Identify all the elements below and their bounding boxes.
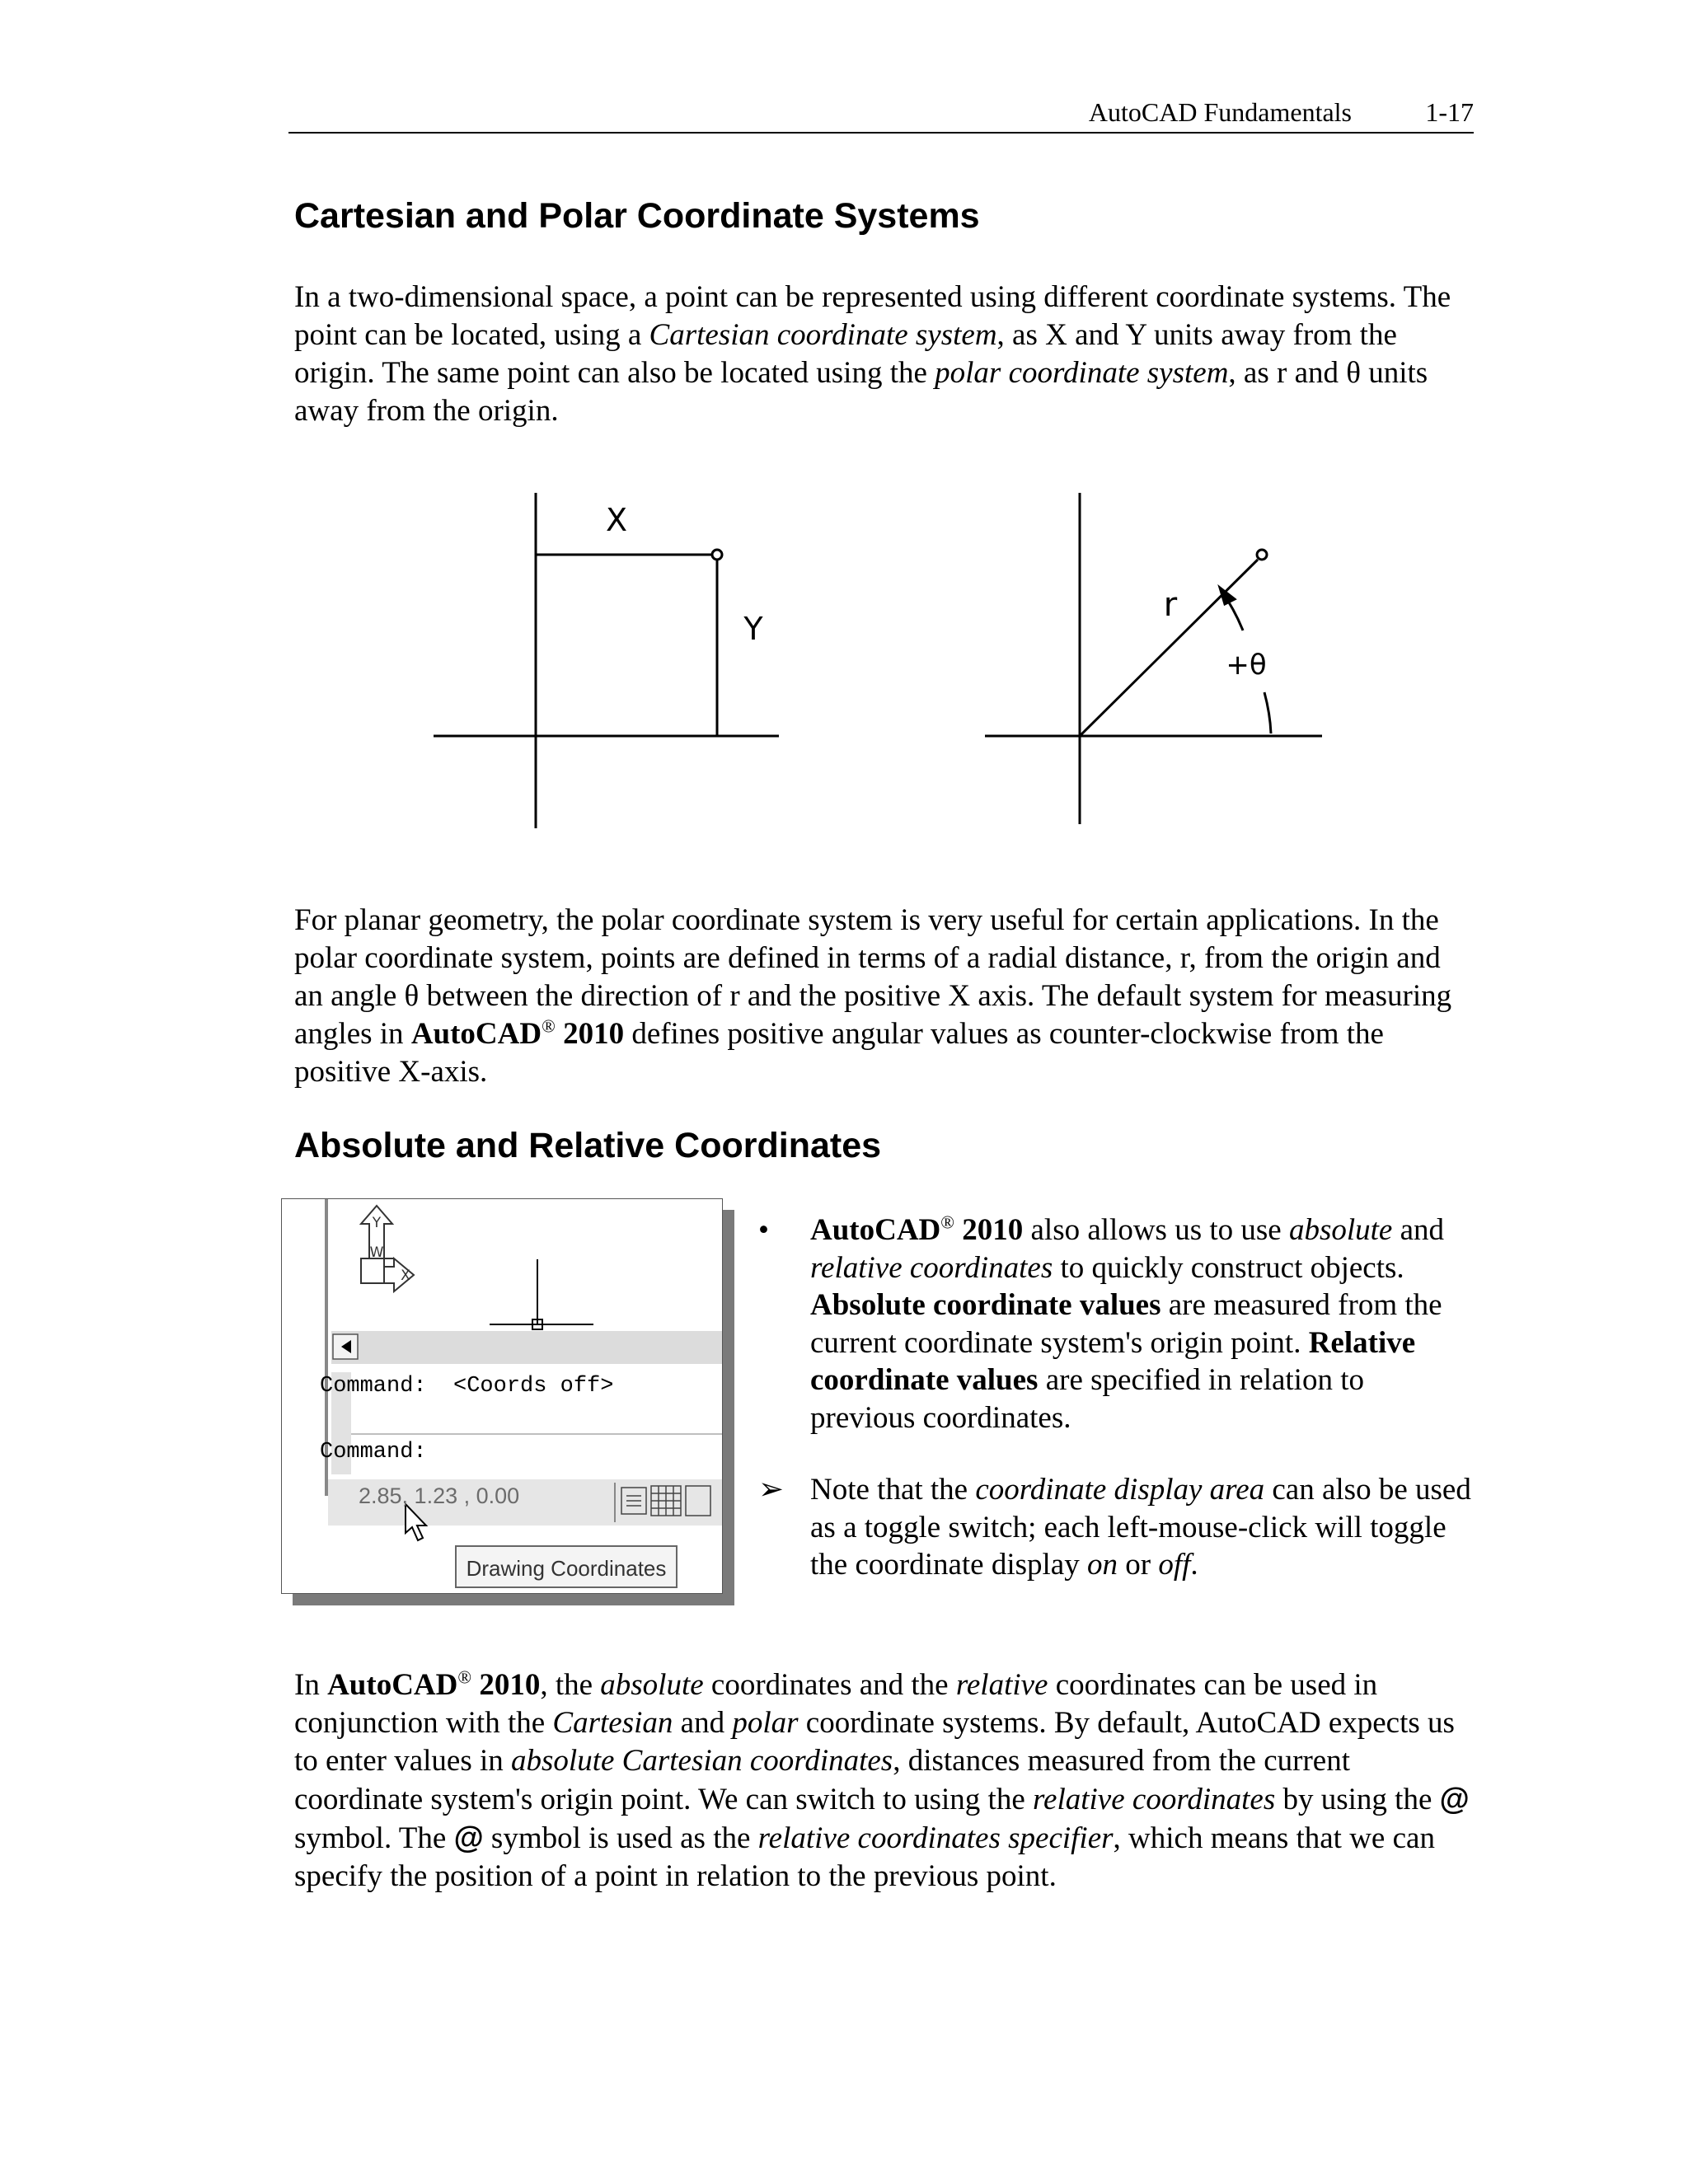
ucs-w-label: W — [369, 1244, 384, 1261]
command-line-1: Command: <Coords off> — [320, 1374, 614, 1399]
horizontal-scrollbar[interactable] — [331, 1331, 722, 1364]
drawing-coordinates-tooltip: Drawing Coordinates — [455, 1545, 678, 1588]
section-heading-absolute-relative: Absolute and Relative Coordinates — [294, 1126, 882, 1165]
list-item: ➢ Note that the coordinate display area can also be used as a toggle switch; each left-mouse-click will toggle the coordinate display on or off. — [758, 1473, 1471, 1582]
bullet-dot-icon: • — [758, 1213, 769, 1247]
polar-point — [1257, 550, 1267, 560]
bullet-list — [758, 1212, 1475, 1584]
arrow-bullet-icon: ➢ — [758, 1473, 785, 1507]
ucs-x-label: X — [401, 1268, 410, 1284]
command-line-2[interactable]: Command: — [320, 1440, 427, 1465]
page-number: 1-17 — [1425, 97, 1474, 127]
absolute-relative-paragraph: In AutoCAD® 2010, the absolute coordinates and the relative coordinates can be used in conjunction with the Cartesian and polar coordinate systems. By default, AutoCAD expects us to enter values in absolute Cartesian coordinates, distances measured from the current coordinate system's origin point. We can switch to using the relative coordinates by using the @ symbol. The @ symbol is used as the relative coordinates specifier, which means that we can specify the position of a point in relation to the previous point. — [294, 1666, 1470, 1893]
ucs-y-label: Y — [372, 1215, 382, 1231]
cartesian-x-label: X — [605, 502, 628, 538]
polar-theta-label: +θ — [1226, 649, 1267, 682]
autocad-screenshot — [281, 1198, 723, 1594]
intro-paragraph: In a two-dimensional space, a point can be represented using different coordinate systems. The point can be located, using a Cartesian coordinate system, as X and Y units away from the origin. The same point can also be located using the polar coordinate system, as r and θ units away from the origin. — [294, 280, 1451, 428]
cartesian-point — [712, 550, 722, 560]
cartesian-diagram — [434, 493, 779, 828]
coordinate-display[interactable]: 2.85, 1.23 , 0.00 — [359, 1483, 520, 1508]
coordinate-systems-figure — [0, 0, 1688, 890]
section-heading-coordinate-systems: Cartesian and Polar Coordinate Systems — [294, 196, 980, 236]
polar-r-label: r — [1163, 586, 1178, 624]
screenshot-frame — [281, 1198, 723, 1594]
crosshair-cursor — [490, 1259, 593, 1329]
header-title: AutoCAD Fundamentals — [1088, 97, 1352, 127]
polar-angle-arc-lower — [1264, 692, 1271, 733]
polar-diagram — [985, 493, 1322, 824]
cartesian-y-label: Y — [743, 611, 763, 647]
list-item: • AutoCAD® 2010 also allows us to use absolute and relative coordinates to quickly construct objects. Absolute coordinate values are measured from the current coordinate system's origin point. Relative coordinate values are specified in relation to previous coordinates. — [758, 1212, 1445, 1435]
polar-paragraph: For planar geometry, the polar coordinate system is very useful for certain applications. In the polar coordinate system, points are defined in terms of a radial distance, r, from the origin and an angle θ between the direction of r and the positive X axis. The default system for measuring angles in AutoCAD® 2010 defines positive angular values as counter-clockwise from the positive X-axis. — [294, 903, 1452, 1089]
